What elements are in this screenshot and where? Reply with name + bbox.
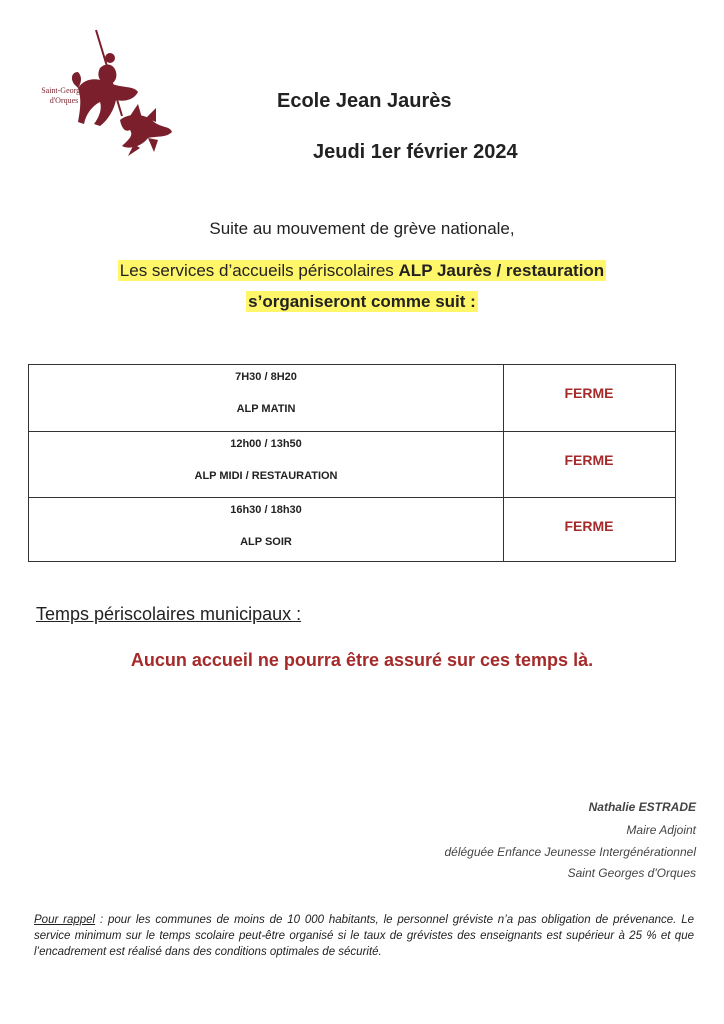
service-label: ALP MATIN bbox=[236, 403, 296, 415]
time-slot: 7H30 / 8H20 bbox=[235, 371, 297, 383]
highlight-mark bbox=[118, 260, 606, 281]
service-label: ALP MIDI / RESTAURATION bbox=[194, 470, 338, 482]
closure-notice: Aucun accueil ne pourra être assuré sur ces temps là. bbox=[130, 650, 594, 670]
status-label: FERME bbox=[564, 518, 614, 534]
highlight-line-1 bbox=[0, 261, 724, 281]
highlight-bold: ALP Jaurès / restauration bbox=[398, 261, 605, 280]
notice-date: Jeudi 1er février 2024 bbox=[313, 141, 518, 163]
highlight-line-2 bbox=[0, 292, 724, 312]
logo-text-line2: d'Orques bbox=[49, 96, 79, 105]
logo-text bbox=[34, 86, 94, 106]
time-cell bbox=[29, 432, 504, 497]
logo-text-line1: Saint-Georges bbox=[41, 86, 87, 95]
intro-text: Suite au mouvement de grève nationale, bbox=[209, 219, 515, 238]
school-name: Ecole Jean Jaurès bbox=[277, 90, 452, 112]
time-cell bbox=[29, 498, 504, 561]
time-cell bbox=[29, 365, 504, 431]
footnote bbox=[34, 912, 694, 960]
highlight-line-2-text: s’organiseront comme suit : bbox=[248, 292, 476, 311]
table-row bbox=[29, 431, 675, 497]
table-row bbox=[29, 365, 675, 431]
time-slot: 12h00 / 13h50 bbox=[230, 438, 302, 450]
footnote-text: : pour les communes de moins de 10 000 habitants, le personnel gréviste n’a pas obligation de prévenance. Le service minimum sur le temps scolaire peut-être organisé si le taux de grévistes des enseignants est supérieur à 25 % et que l’encadrement est réalisé dans des conditions optimales de sécurité. bbox=[34, 914, 694, 958]
time-slot: 16h30 / 18h30 bbox=[230, 504, 302, 516]
status-label: FERME bbox=[564, 452, 614, 468]
service-label: ALP SOIR bbox=[240, 536, 292, 548]
signatory-delegation: déléguée Enfance Jeunesse Intergénérationnel bbox=[444, 845, 696, 859]
town-logo bbox=[30, 28, 180, 163]
table-row bbox=[29, 497, 675, 561]
schedule-table bbox=[28, 364, 676, 562]
status-label: FERME bbox=[564, 385, 614, 401]
signatory-role: Maire Adjoint bbox=[626, 823, 696, 837]
periscolaire-title: Temps périscolaires municipaux : bbox=[36, 604, 302, 624]
signatory-town: Saint Georges d'Orques bbox=[567, 866, 696, 880]
footnote-lead: Pour rappel bbox=[34, 914, 96, 926]
signatory-name: Nathalie ESTRADE bbox=[588, 800, 696, 814]
highlight-prefix: Les services d’accueils périscolaires bbox=[119, 261, 399, 280]
